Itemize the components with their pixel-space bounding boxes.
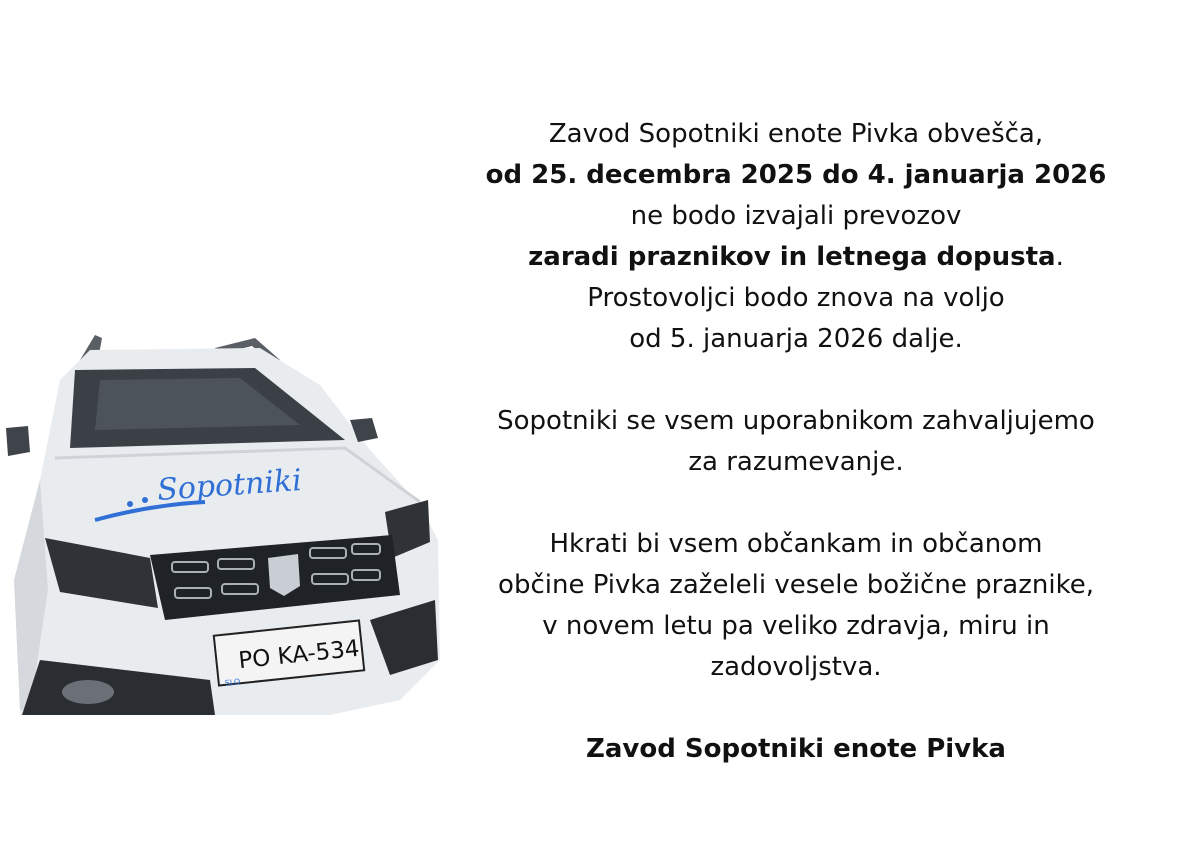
notice-reason-period: . (1055, 242, 1064, 272)
notice-reason-bold: zaradi praznikov in letnega dopusta (528, 242, 1056, 272)
car-logo-text: Sopotniki (156, 462, 303, 508)
notice-thanks-end: za razumevanje. (688, 447, 904, 477)
notice-dates: od 25. decembra 2025 do 4. januarja 2026 (485, 160, 1107, 190)
notice-resume-date: od 5. januarja 2026 dalje. (629, 324, 963, 354)
notice-volunteers: Prostovoljci bodo znova na voljo (587, 283, 1005, 313)
notice-thanks: Sopotniki se vsem uporabnikom zahvaljujemo (497, 406, 1095, 436)
notice-reason (470, 237, 1122, 278)
notice-text (470, 114, 1122, 770)
notice-no-rides: ne bodo izvajali prevozov (630, 201, 962, 231)
notice-greeting-4: zadovoljstva. (710, 652, 882, 682)
plate-country: SLO (224, 677, 241, 688)
notice-greeting-1: Hkrati bi vsem občankam in občanom (549, 529, 1043, 559)
car-photo (0, 330, 445, 715)
notice-greeting-2: občine Pivka zaželeli vesele božične praznike, (498, 570, 1094, 600)
notice-greeting-3: v novem letu pa veliko zdravja, miru in (542, 611, 1050, 641)
notice-signature: Zavod Sopotniki enote Pivka (586, 734, 1006, 764)
license-plate-text: PO KA-534 (237, 635, 361, 675)
notice-intro: Zavod Sopotniki enote Pivka obvešča, (548, 119, 1044, 149)
